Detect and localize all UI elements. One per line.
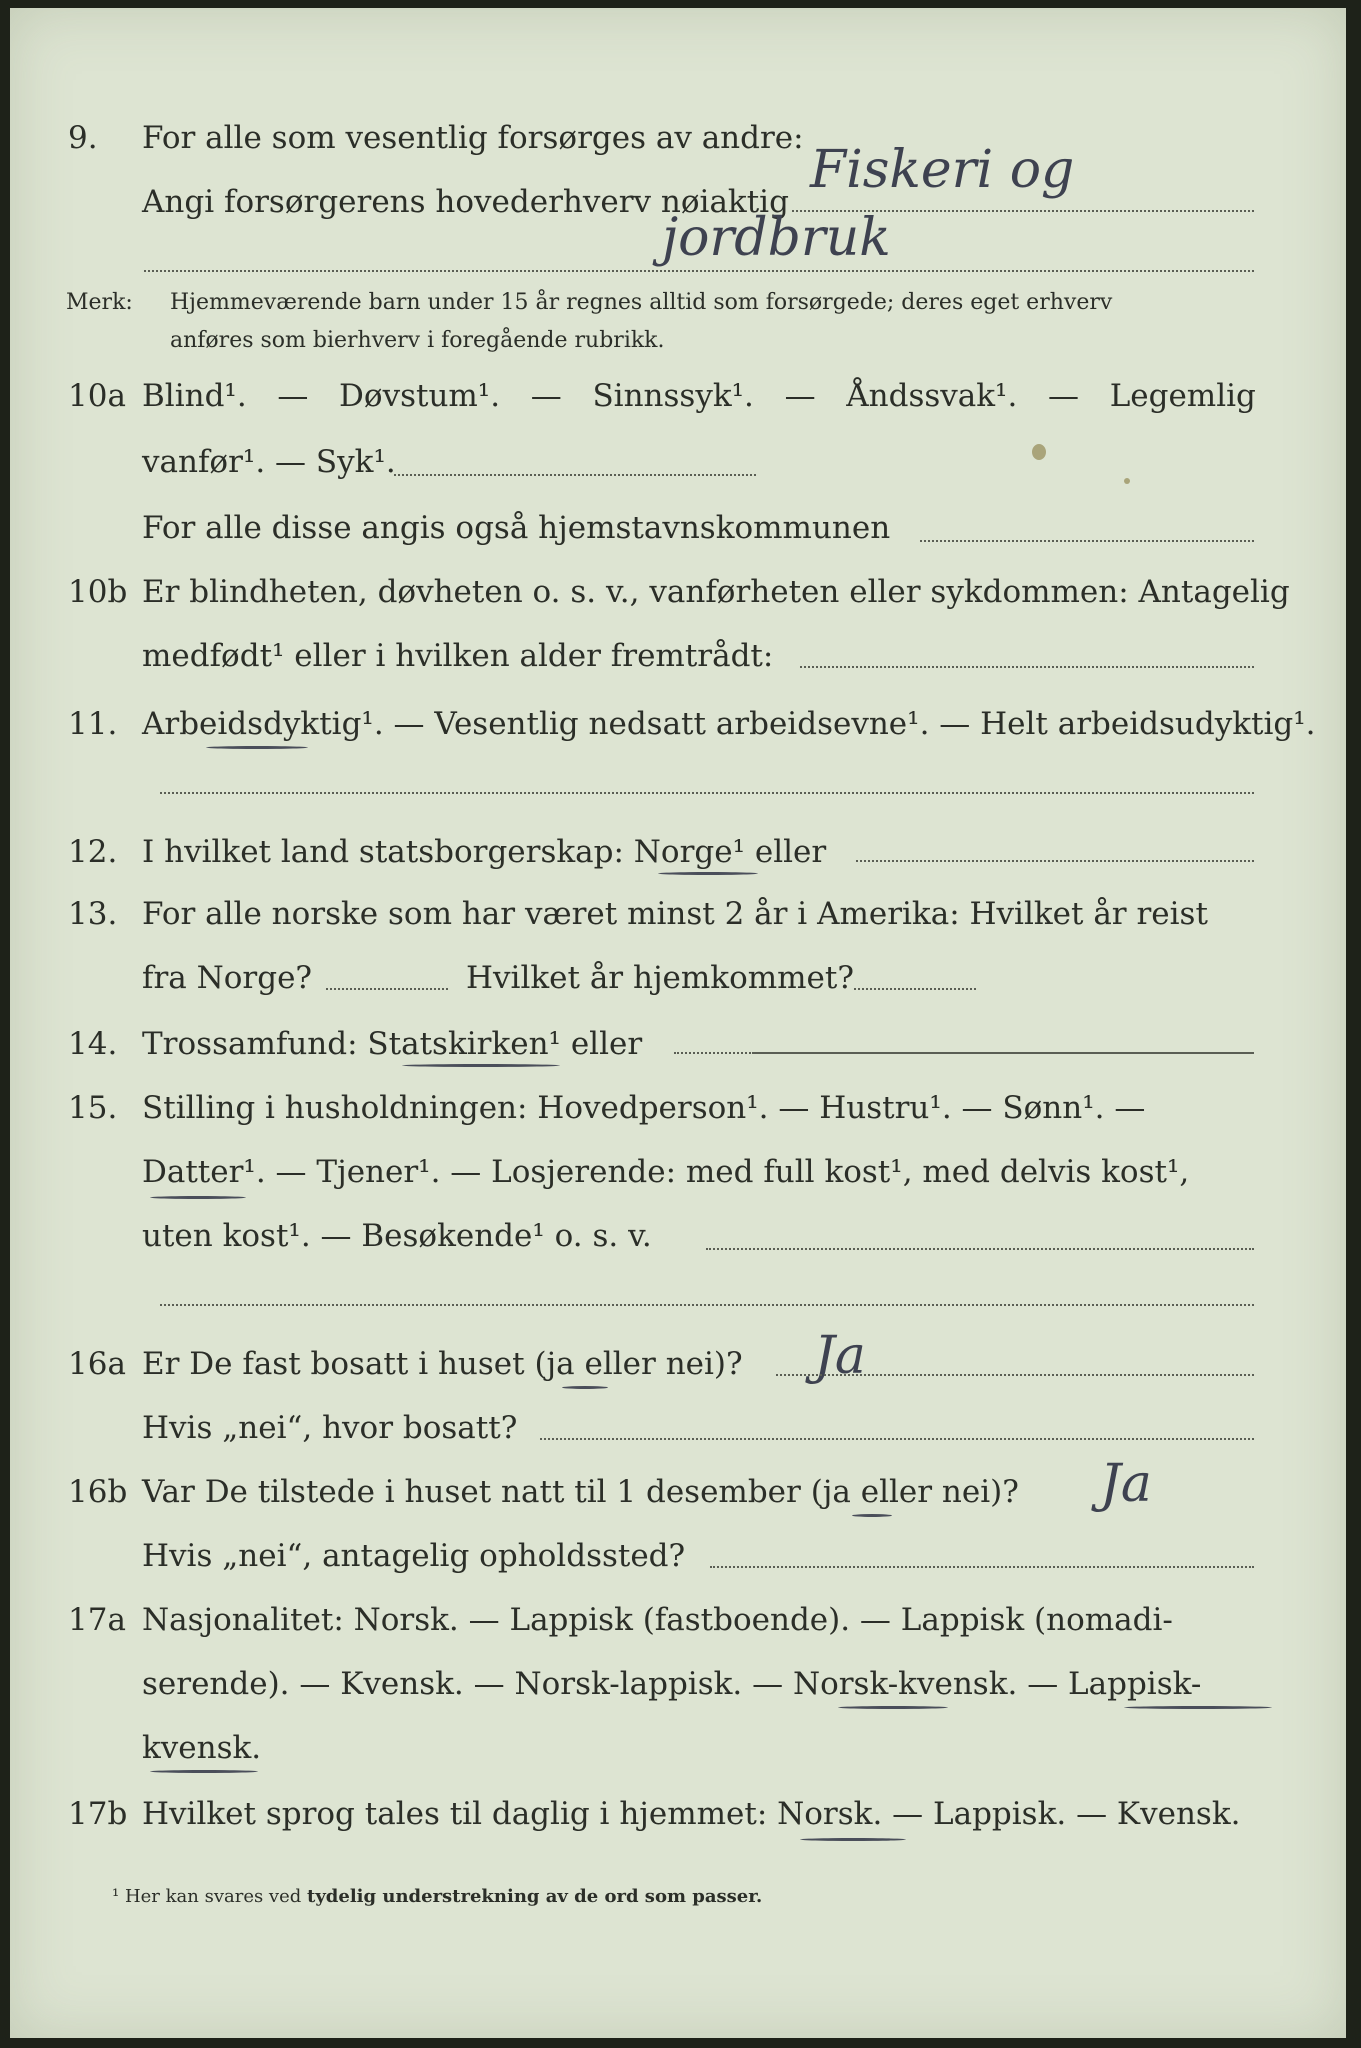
q11-underline-mark: [206, 746, 308, 749]
q16a-answer-line: [776, 1374, 1254, 1376]
q15-underline-mark: [150, 1196, 246, 1199]
q9-row-1: [10, 120, 1346, 172]
q12-answer-line: [856, 860, 1254, 862]
q11-number: 11.: [68, 706, 118, 742]
q10a-hjemstavn-line: [920, 540, 1254, 542]
q10a-dash-4: —: [1048, 378, 1080, 414]
q10a-dash-3: —: [784, 378, 816, 414]
q14-text-1: Trossamfund: Statskirken¹ eller: [142, 1026, 643, 1062]
q10b-number: 10b: [68, 574, 128, 610]
q16b-number: 16b: [68, 1474, 128, 1510]
q15-text-1: Stilling i husholdningen: Hovedperson¹. — Hustru¹. — Sønn¹. —: [142, 1090, 1146, 1126]
q15-row-1: [10, 1090, 1346, 1142]
footnote-text-a: Her kan svares ved: [124, 1886, 302, 1907]
q10b-text-1: Er blindheten, døvheten o. s. v., vanførheten eller sykdommen: Antagelig: [142, 574, 1290, 610]
q13-reist-line: [326, 988, 448, 990]
q15-text-3: uten kost¹. — Besøkende¹ o. s. v.: [142, 1218, 652, 1254]
q17a-row-2: [10, 1666, 1346, 1718]
q16a-row-1: [10, 1346, 1346, 1398]
q16a-handwritten-answer: Ja: [814, 1326, 866, 1386]
q14-answer-line-b: [754, 1052, 1254, 1054]
q16b-opholdssted-line: [710, 1566, 1254, 1568]
merk-text-2: anføres som bierhverv i foregående rubrikk.: [170, 328, 665, 353]
footnote-mark: ¹: [112, 1886, 120, 1907]
q9-handwritten-answer-2: jordbruk: [662, 208, 891, 268]
paper-stain-2: [1124, 478, 1130, 484]
q15-text-2: Datter¹. — Tjener¹. — Losjerende: med full kost¹, med delvis kost¹,: [142, 1154, 1190, 1190]
q11-text-1: Arbeidsdyktig¹. — Vesentlig nedsatt arbeidsevne¹. — Helt arbeidsudyktig¹.: [142, 706, 1316, 742]
merk-row-2: [10, 328, 1346, 380]
q10b-text-2: medfødt¹ eller i hvilken alder fremtrådt:: [142, 638, 774, 674]
q10a-options: [142, 378, 1256, 414]
q10a-syk-line: [394, 474, 756, 476]
q15-answer-line: [706, 1248, 1254, 1250]
q16a-underline-mark: [562, 1386, 608, 1389]
q10a-row-3: [10, 510, 1346, 562]
q10b-row-2: [10, 638, 1346, 690]
q12-text-1: I hvilket land statsborgerskap: Norge¹ eller: [142, 834, 827, 870]
census-form-page: [10, 8, 1346, 2038]
q10b-alder-line: [800, 666, 1254, 668]
q16a-text-1: Er De fast bosatt i huset (ja eller nei)?: [142, 1346, 743, 1382]
q10a-row-1: [10, 378, 1346, 430]
q16b-handwritten-answer: Ja: [1100, 1454, 1152, 1514]
q10a-option-sinnssyk: Sinnssyk¹.: [592, 378, 754, 414]
q17a-text-1: Nasjonalitet: Norsk. — Lappisk (fastboende). — Lappisk (nomadi-: [142, 1602, 1173, 1638]
q9-answer-line-2: [144, 270, 1254, 272]
q9-handwritten-answer-1: Fiskeri og: [810, 140, 1075, 200]
q17a-underline-mark-2: [1124, 1706, 1272, 1709]
q12-number: 12.: [68, 834, 118, 870]
q16a-bosatt-line: [540, 1438, 1254, 1440]
q14-number: 14.: [68, 1026, 118, 1062]
q9-text-1: For alle som vesentlig forsørges av andre:: [142, 120, 804, 156]
q17a-row-1: [10, 1602, 1346, 1654]
q10a-option-dovstum: Døvstum¹.: [339, 378, 501, 414]
q13-row-1: [10, 896, 1346, 948]
q17a-row-3: [10, 1730, 1346, 1782]
q16b-text-2: Hvis „nei“, antagelig opholdssted?: [142, 1538, 686, 1574]
q9-number: 9.: [68, 120, 98, 156]
q9-text-2: Angi forsørgerens hovederhverv nøiaktig: [142, 184, 789, 220]
merk-label: Merk:: [66, 290, 133, 315]
footnote: [112, 1886, 762, 1907]
q15-number: 15.: [68, 1090, 118, 1126]
q17a-number: 17a: [68, 1602, 126, 1638]
q13-text-2a: fra Norge?: [142, 960, 313, 996]
q10a-text-3: For alle disse angis også hjemstavnskommunen: [142, 510, 891, 546]
q16b-row-2: [10, 1538, 1346, 1590]
q14-underline-mark: [402, 1064, 560, 1067]
q10a-row-2: [10, 444, 1346, 496]
q16a-number: 16a: [68, 1346, 126, 1382]
q17b-number: 17b: [68, 1796, 128, 1832]
q17a-underline-mark-3: [150, 1770, 258, 1773]
q13-text-2b: Hvilket år hjemkommet?: [466, 960, 854, 996]
footnote-text-b: tydelig understrekning av de ord som passer.: [307, 1886, 763, 1907]
q17b-row-1: [10, 1796, 1346, 1848]
q17a-text-3: kvensk.: [142, 1730, 262, 1766]
q13-row-2: [10, 960, 1346, 1012]
paper-stain-1: [1032, 444, 1046, 460]
merk-text-1: Hjemmeværende barn under 15 år regnes alltid som forsørgede; deres eget erhverv: [170, 290, 1113, 315]
q13-text-1: For alle norske som har været minst 2 år i Amerika: Hvilket år reist: [142, 896, 1208, 932]
q13-hjemkommet-line: [854, 988, 976, 990]
q10a-number: 10a: [68, 378, 126, 414]
q10a-option-andssvak: Åndssvak¹.: [846, 378, 1018, 414]
q13-number: 13.: [68, 896, 118, 932]
q17a-text-2: serende). — Kvensk. — Norsk-lappisk. — Norsk-kvensk. — Lappisk-: [142, 1666, 1202, 1702]
q10a-text-2: vanfør¹. — Syk¹.: [142, 444, 396, 480]
q11-extra-line: [160, 792, 1254, 794]
q15-row-3: [10, 1218, 1346, 1270]
q16b-underline-mark: [852, 1514, 892, 1517]
q10a-dash-2: —: [530, 378, 562, 414]
q16b-text-1: Var De tilstede i huset natt til 1 desember (ja eller nei)?: [142, 1474, 1019, 1510]
q10b-row-1: [10, 574, 1346, 626]
q10a-dash-1: —: [277, 378, 309, 414]
q14-answer-line-a: [674, 1052, 754, 1054]
q15-extra-line: [160, 1304, 1254, 1306]
q12-underline-mark: [658, 872, 758, 875]
q11-row-1: [10, 706, 1346, 758]
q10a-option-blind: Blind¹.: [142, 378, 247, 414]
q17b-underline-mark: [800, 1838, 906, 1841]
q16a-text-2: Hvis „nei“, hvor bosatt?: [142, 1410, 518, 1446]
q17a-underline-mark-1: [838, 1706, 948, 1709]
q17b-text-1: Hvilket sprog tales til daglig i hjemmet: Norsk. — Lappisk. — Kvensk.: [142, 1796, 1241, 1832]
q10a-option-legemlig: Legemlig: [1109, 378, 1256, 414]
